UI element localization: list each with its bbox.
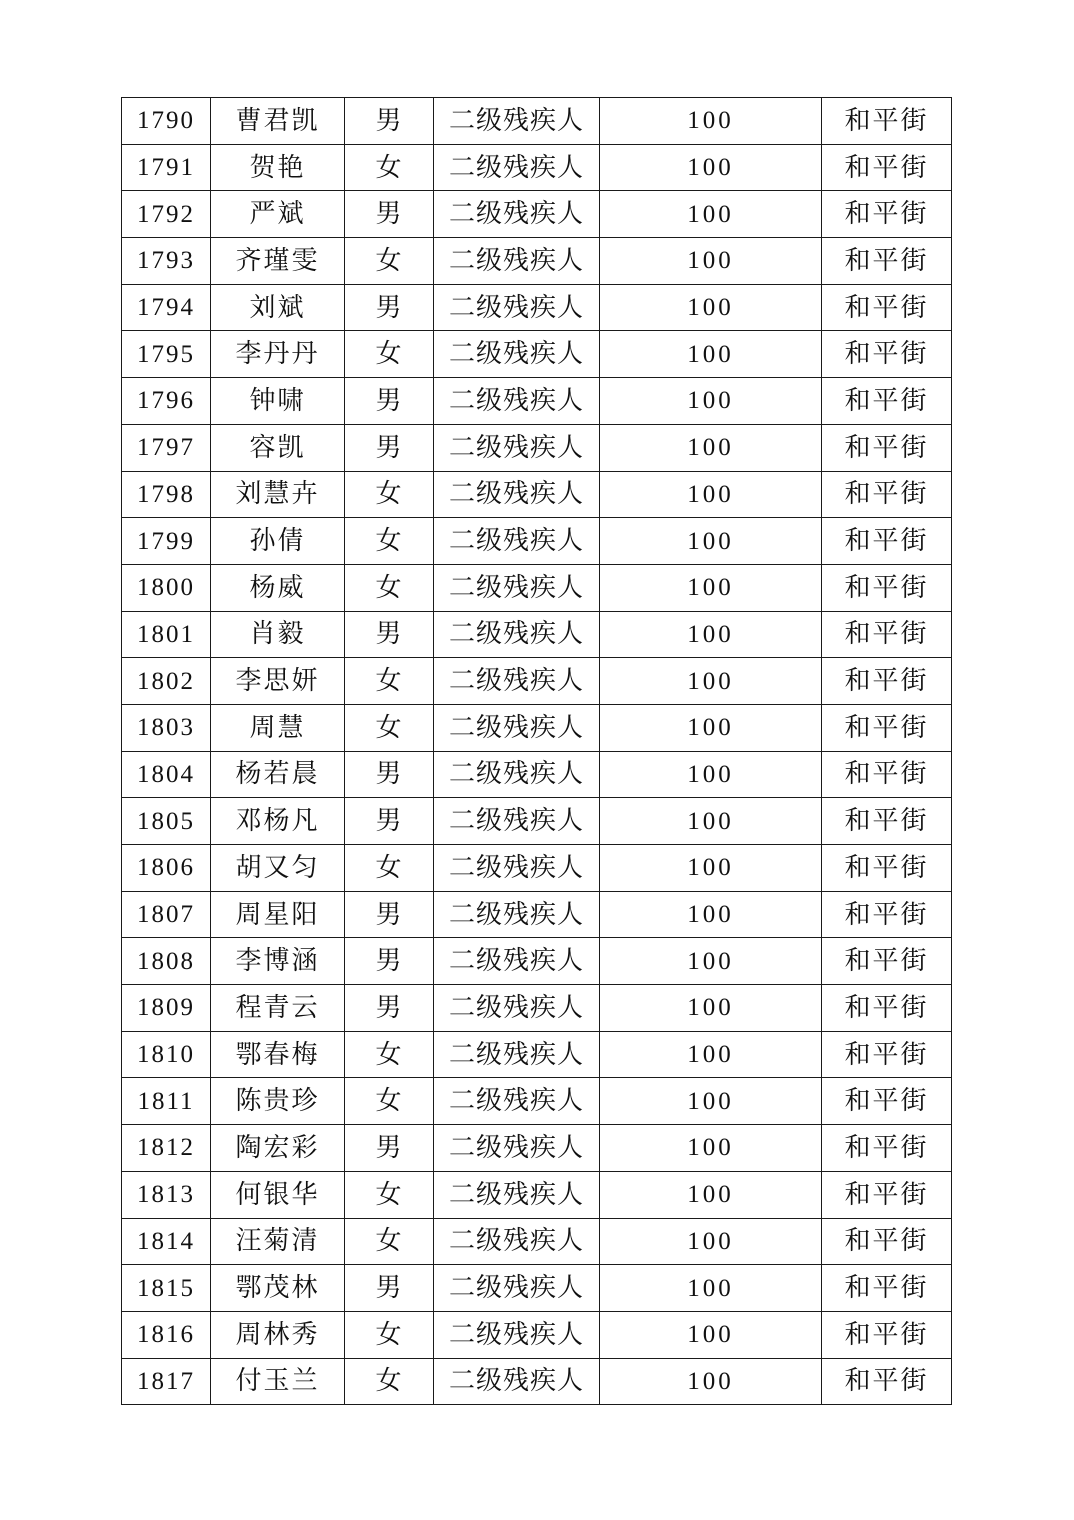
gender-cell: 女 xyxy=(345,471,434,518)
gender-cell: 男 xyxy=(345,751,434,798)
gender-cell: 男 xyxy=(345,938,434,985)
amount-cell: 100 xyxy=(600,1078,822,1125)
table-row xyxy=(122,891,952,938)
name-cell: 容凯 xyxy=(211,424,345,471)
table-row xyxy=(122,564,952,611)
table-row xyxy=(122,985,952,1032)
amount-cell: 100 xyxy=(600,331,822,378)
gender-cell: 女 xyxy=(345,518,434,565)
table-row xyxy=(122,471,952,518)
table-row xyxy=(122,845,952,892)
amount-cell: 100 xyxy=(600,891,822,938)
table-row xyxy=(122,751,952,798)
name-cell: 鄂茂林 xyxy=(211,1265,345,1312)
name-cell: 杨威 xyxy=(211,564,345,611)
street-cell: 和平街 xyxy=(822,378,952,425)
table-row xyxy=(122,144,952,191)
category-cell: 二级残疾人 xyxy=(434,704,600,751)
category-cell: 二级残疾人 xyxy=(434,424,600,471)
amount-cell: 100 xyxy=(600,1031,822,1078)
category-cell: 二级残疾人 xyxy=(434,1218,600,1265)
amount-cell: 100 xyxy=(600,284,822,331)
name-cell: 周星阳 xyxy=(211,891,345,938)
street-cell: 和平街 xyxy=(822,518,952,565)
gender-cell: 女 xyxy=(345,845,434,892)
row-number-cell: 1793 xyxy=(122,238,211,285)
amount-cell: 100 xyxy=(600,845,822,892)
table-row xyxy=(122,704,952,751)
name-cell: 付玉兰 xyxy=(211,1358,345,1405)
category-cell: 二级残疾人 xyxy=(434,284,600,331)
name-cell: 严斌 xyxy=(211,191,345,238)
roster-table xyxy=(121,97,952,1405)
name-cell: 李博涵 xyxy=(211,938,345,985)
amount-cell: 100 xyxy=(600,1358,822,1405)
gender-cell: 男 xyxy=(345,284,434,331)
amount-cell: 100 xyxy=(600,191,822,238)
category-cell: 二级残疾人 xyxy=(434,1265,600,1312)
table-row xyxy=(122,424,952,471)
table-row xyxy=(122,658,952,705)
row-number-cell: 1796 xyxy=(122,378,211,425)
amount-cell: 100 xyxy=(600,564,822,611)
category-cell: 二级残疾人 xyxy=(434,471,600,518)
name-cell: 曹君凯 xyxy=(211,98,345,145)
name-cell: 鄂春梅 xyxy=(211,1031,345,1078)
amount-cell: 100 xyxy=(600,938,822,985)
amount-cell: 100 xyxy=(600,518,822,565)
name-cell: 刘慧卉 xyxy=(211,471,345,518)
gender-cell: 女 xyxy=(345,238,434,285)
row-number-cell: 1804 xyxy=(122,751,211,798)
category-cell: 二级残疾人 xyxy=(434,378,600,425)
street-cell: 和平街 xyxy=(822,564,952,611)
category-cell: 二级残疾人 xyxy=(434,938,600,985)
category-cell: 二级残疾人 xyxy=(434,238,600,285)
amount-cell: 100 xyxy=(600,238,822,285)
gender-cell: 男 xyxy=(345,98,434,145)
category-cell: 二级残疾人 xyxy=(434,144,600,191)
amount-cell: 100 xyxy=(600,1218,822,1265)
gender-cell: 男 xyxy=(345,985,434,1032)
row-number-cell: 1802 xyxy=(122,658,211,705)
street-cell: 和平街 xyxy=(822,98,952,145)
category-cell: 二级残疾人 xyxy=(434,98,600,145)
row-number-cell: 1810 xyxy=(122,1031,211,1078)
row-number-cell: 1800 xyxy=(122,564,211,611)
amount-cell: 100 xyxy=(600,985,822,1032)
gender-cell: 女 xyxy=(345,1031,434,1078)
street-cell: 和平街 xyxy=(822,284,952,331)
gender-cell: 男 xyxy=(345,891,434,938)
amount-cell: 100 xyxy=(600,1311,822,1358)
amount-cell: 100 xyxy=(600,1125,822,1172)
category-cell: 二级残疾人 xyxy=(434,658,600,705)
table-row xyxy=(122,1125,952,1172)
name-cell: 程青云 xyxy=(211,985,345,1032)
street-cell: 和平街 xyxy=(822,1358,952,1405)
name-cell: 刘斌 xyxy=(211,284,345,331)
row-number-cell: 1814 xyxy=(122,1218,211,1265)
gender-cell: 女 xyxy=(345,1358,434,1405)
row-number-cell: 1799 xyxy=(122,518,211,565)
row-number-cell: 1797 xyxy=(122,424,211,471)
gender-cell: 女 xyxy=(345,1171,434,1218)
name-cell: 钟啸 xyxy=(211,378,345,425)
row-number-cell: 1798 xyxy=(122,471,211,518)
table-row xyxy=(122,378,952,425)
row-number-cell: 1812 xyxy=(122,1125,211,1172)
street-cell: 和平街 xyxy=(822,1218,952,1265)
table-row xyxy=(122,611,952,658)
amount-cell: 100 xyxy=(600,1171,822,1218)
row-number-cell: 1809 xyxy=(122,985,211,1032)
amount-cell: 100 xyxy=(600,751,822,798)
street-cell: 和平街 xyxy=(822,704,952,751)
name-cell: 李思妍 xyxy=(211,658,345,705)
street-cell: 和平街 xyxy=(822,1031,952,1078)
street-cell: 和平街 xyxy=(822,658,952,705)
category-cell: 二级残疾人 xyxy=(434,331,600,378)
name-cell: 邓杨凡 xyxy=(211,798,345,845)
category-cell: 二级残疾人 xyxy=(434,1358,600,1405)
amount-cell: 100 xyxy=(600,1265,822,1312)
gender-cell: 男 xyxy=(345,611,434,658)
category-cell: 二级残疾人 xyxy=(434,1171,600,1218)
table-row xyxy=(122,238,952,285)
street-cell: 和平街 xyxy=(822,845,952,892)
name-cell: 陶宏彩 xyxy=(211,1125,345,1172)
category-cell: 二级残疾人 xyxy=(434,798,600,845)
gender-cell: 女 xyxy=(345,564,434,611)
gender-cell: 女 xyxy=(345,658,434,705)
row-number-cell: 1816 xyxy=(122,1311,211,1358)
street-cell: 和平街 xyxy=(822,1265,952,1312)
gender-cell: 男 xyxy=(345,798,434,845)
category-cell: 二级残疾人 xyxy=(434,564,600,611)
street-cell: 和平街 xyxy=(822,1125,952,1172)
roster-table-body xyxy=(122,98,952,1405)
table-row xyxy=(122,191,952,238)
row-number-cell: 1790 xyxy=(122,98,211,145)
gender-cell: 男 xyxy=(345,1265,434,1312)
street-cell: 和平街 xyxy=(822,471,952,518)
row-number-cell: 1807 xyxy=(122,891,211,938)
amount-cell: 100 xyxy=(600,704,822,751)
street-cell: 和平街 xyxy=(822,985,952,1032)
amount-cell: 100 xyxy=(600,798,822,845)
gender-cell: 女 xyxy=(345,144,434,191)
table-row xyxy=(122,1358,952,1405)
name-cell: 胡又匀 xyxy=(211,845,345,892)
gender-cell: 女 xyxy=(345,1078,434,1125)
gender-cell: 女 xyxy=(345,1311,434,1358)
category-cell: 二级残疾人 xyxy=(434,1311,600,1358)
street-cell: 和平街 xyxy=(822,331,952,378)
row-number-cell: 1791 xyxy=(122,144,211,191)
category-cell: 二级残疾人 xyxy=(434,985,600,1032)
category-cell: 二级残疾人 xyxy=(434,611,600,658)
row-number-cell: 1805 xyxy=(122,798,211,845)
table-row xyxy=(122,798,952,845)
gender-cell: 男 xyxy=(345,378,434,425)
name-cell: 肖毅 xyxy=(211,611,345,658)
row-number-cell: 1803 xyxy=(122,704,211,751)
street-cell: 和平街 xyxy=(822,144,952,191)
street-cell: 和平街 xyxy=(822,1171,952,1218)
gender-cell: 女 xyxy=(345,704,434,751)
street-cell: 和平街 xyxy=(822,611,952,658)
table-row xyxy=(122,938,952,985)
table-row xyxy=(122,518,952,565)
street-cell: 和平街 xyxy=(822,1311,952,1358)
row-number-cell: 1815 xyxy=(122,1265,211,1312)
category-cell: 二级残疾人 xyxy=(434,751,600,798)
category-cell: 二级残疾人 xyxy=(434,518,600,565)
row-number-cell: 1808 xyxy=(122,938,211,985)
row-number-cell: 1806 xyxy=(122,845,211,892)
amount-cell: 100 xyxy=(600,658,822,705)
amount-cell: 100 xyxy=(600,424,822,471)
row-number-cell: 1817 xyxy=(122,1358,211,1405)
name-cell: 汪菊清 xyxy=(211,1218,345,1265)
name-cell: 贺艳 xyxy=(211,144,345,191)
category-cell: 二级残疾人 xyxy=(434,845,600,892)
street-cell: 和平街 xyxy=(822,751,952,798)
table-row xyxy=(122,1311,952,1358)
table-row xyxy=(122,1078,952,1125)
row-number-cell: 1794 xyxy=(122,284,211,331)
table-row xyxy=(122,1031,952,1078)
row-number-cell: 1811 xyxy=(122,1078,211,1125)
table-row xyxy=(122,98,952,145)
table-row xyxy=(122,331,952,378)
gender-cell: 男 xyxy=(345,191,434,238)
category-cell: 二级残疾人 xyxy=(434,1125,600,1172)
table-row xyxy=(122,1171,952,1218)
street-cell: 和平街 xyxy=(822,798,952,845)
name-cell: 李丹丹 xyxy=(211,331,345,378)
name-cell: 孙倩 xyxy=(211,518,345,565)
name-cell: 陈贵珍 xyxy=(211,1078,345,1125)
category-cell: 二级残疾人 xyxy=(434,191,600,238)
name-cell: 何银华 xyxy=(211,1171,345,1218)
name-cell: 周慧 xyxy=(211,704,345,751)
row-number-cell: 1792 xyxy=(122,191,211,238)
amount-cell: 100 xyxy=(600,98,822,145)
street-cell: 和平街 xyxy=(822,938,952,985)
amount-cell: 100 xyxy=(600,471,822,518)
amount-cell: 100 xyxy=(600,378,822,425)
row-number-cell: 1801 xyxy=(122,611,211,658)
table-row xyxy=(122,284,952,331)
table-row xyxy=(122,1265,952,1312)
table-row xyxy=(122,1218,952,1265)
amount-cell: 100 xyxy=(600,144,822,191)
gender-cell: 女 xyxy=(345,1218,434,1265)
name-cell: 周林秀 xyxy=(211,1311,345,1358)
street-cell: 和平街 xyxy=(822,238,952,285)
street-cell: 和平街 xyxy=(822,191,952,238)
street-cell: 和平街 xyxy=(822,891,952,938)
category-cell: 二级残疾人 xyxy=(434,891,600,938)
gender-cell: 男 xyxy=(345,424,434,471)
gender-cell: 男 xyxy=(345,1125,434,1172)
name-cell: 杨若晨 xyxy=(211,751,345,798)
category-cell: 二级残疾人 xyxy=(434,1031,600,1078)
street-cell: 和平街 xyxy=(822,1078,952,1125)
amount-cell: 100 xyxy=(600,611,822,658)
row-number-cell: 1813 xyxy=(122,1171,211,1218)
row-number-cell: 1795 xyxy=(122,331,211,378)
category-cell: 二级残疾人 xyxy=(434,1078,600,1125)
name-cell: 齐瑾雯 xyxy=(211,238,345,285)
gender-cell: 女 xyxy=(345,331,434,378)
street-cell: 和平街 xyxy=(822,424,952,471)
